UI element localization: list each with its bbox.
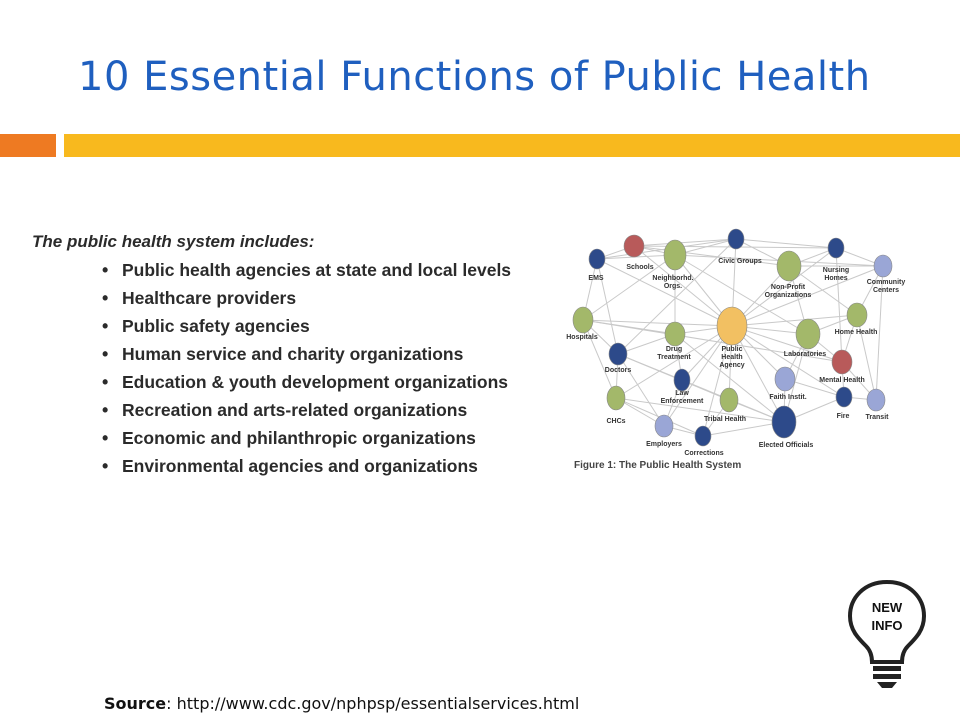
network-node bbox=[777, 251, 801, 281]
network-node-label: Transit bbox=[865, 414, 889, 421]
network-node bbox=[655, 415, 673, 437]
network-edge bbox=[597, 259, 732, 326]
network-node-label: Employers bbox=[646, 441, 682, 448]
list-item: • Public health agencies at state and local levels bbox=[122, 256, 552, 284]
lightbulb-icon bbox=[846, 578, 928, 690]
list-item: • Public safety agencies bbox=[122, 312, 552, 340]
list-item: • Human service and charity organizations bbox=[122, 340, 552, 368]
list-intro: The public health system includes: bbox=[32, 232, 315, 251]
network-node bbox=[836, 387, 852, 407]
network-node-label: Mental Health bbox=[819, 377, 865, 384]
network-node bbox=[828, 238, 844, 258]
network-node-label: Neighborhd. Orgs. bbox=[652, 275, 694, 290]
network-node-label: Tribal Health bbox=[703, 416, 747, 423]
network-edge bbox=[732, 315, 857, 326]
source-url: http://www.cdc.gov/nphpsp/essentialservices.html bbox=[176, 694, 580, 713]
network-node bbox=[796, 319, 820, 349]
network-node bbox=[665, 322, 685, 346]
network-node bbox=[720, 388, 738, 412]
network-node bbox=[874, 255, 892, 277]
network-node bbox=[728, 229, 744, 249]
network-node-label: Faith Instit. bbox=[769, 394, 807, 401]
network-node bbox=[573, 307, 593, 333]
network-node bbox=[695, 426, 711, 446]
list-item: • Recreation and arts-related organizations bbox=[122, 396, 552, 424]
network-node-label: Civic Groups bbox=[718, 258, 762, 265]
network-node bbox=[664, 240, 686, 270]
network-node-label: Doctors bbox=[604, 367, 632, 374]
network-node-label: Public Health Agency bbox=[719, 346, 745, 369]
network-node bbox=[832, 350, 852, 374]
network-node-label: Community Centers bbox=[866, 279, 906, 294]
network-node bbox=[717, 307, 747, 345]
network-node bbox=[609, 343, 627, 365]
public-health-system-diagram bbox=[560, 222, 920, 482]
badge-line2: INFO bbox=[871, 618, 903, 633]
network-node bbox=[589, 249, 605, 269]
network-node-label: Schools bbox=[626, 264, 654, 271]
accent-bar-orange bbox=[0, 134, 56, 157]
network-node bbox=[607, 386, 625, 410]
source-citation: Source: http://www.cdc.gov/nphpsp/essentialservices.html bbox=[104, 694, 580, 713]
network-node bbox=[772, 406, 796, 438]
network-node-label: Nursing Homes bbox=[822, 267, 850, 282]
network-node-label: Law Enforcement bbox=[660, 390, 704, 405]
figure-caption: Figure 1: The Public Health System bbox=[574, 460, 742, 471]
network-node-label: Fire bbox=[836, 413, 850, 420]
bullet-list bbox=[32, 256, 552, 480]
network-node-label: CHCs bbox=[606, 418, 626, 425]
network-node-label: Home Health bbox=[834, 329, 878, 336]
network-edge bbox=[836, 248, 842, 362]
network-edge bbox=[618, 354, 664, 426]
network-node-label: Laboratories bbox=[783, 351, 827, 358]
network-node bbox=[624, 235, 644, 257]
network-edge bbox=[597, 259, 618, 354]
network-edge bbox=[857, 315, 876, 400]
network-node bbox=[867, 389, 885, 411]
network-node-label: Elected Officials bbox=[758, 442, 814, 449]
list-item: • Economic and philanthropic organizations bbox=[122, 424, 552, 452]
network-node-label: Hospitals bbox=[566, 334, 598, 341]
network-node-label: Corrections bbox=[684, 450, 724, 457]
list-item: • Healthcare providers bbox=[122, 284, 552, 312]
network-node-label: EMS bbox=[588, 275, 604, 282]
network-node bbox=[775, 367, 795, 391]
network-node-label: Drug Treatment bbox=[657, 346, 691, 361]
network-node bbox=[674, 369, 690, 391]
source-label: Source bbox=[104, 694, 167, 713]
list-item: • Environmental agencies and organizations bbox=[122, 452, 552, 480]
network-node-label: Non-Profit Organizations bbox=[764, 284, 812, 299]
badge-line1: NEW bbox=[871, 600, 903, 615]
list-item: • Education & youth development organizations bbox=[122, 368, 552, 396]
system-list bbox=[32, 232, 552, 480]
network-nodes bbox=[566, 229, 905, 457]
network-node bbox=[847, 303, 867, 327]
accent-bar-yellow bbox=[64, 134, 960, 157]
slide-title: 10 Essential Functions of Public Health bbox=[78, 54, 871, 100]
